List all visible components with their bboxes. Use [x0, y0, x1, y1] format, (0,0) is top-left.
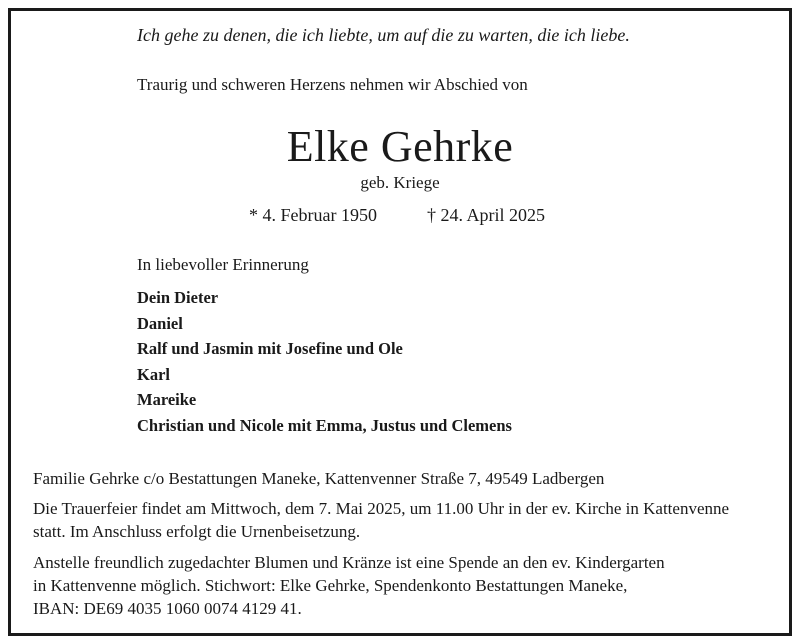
funeral-line: statt. Im Anschluss erfolgt die Urnenbeisetzung. — [33, 522, 361, 541]
mourner-item: Mareike — [137, 390, 197, 410]
funeral-line: Die Trauerfeier findet am Mittwoch, dem 7. Mai 2025, um 11.00 Uhr in der ev. Kirche in Kattenvenne — [33, 499, 730, 518]
mourner-item: Dein Dieter — [137, 288, 219, 307]
donation-line: Anstelle freundlich zugedachter Blumen und Kränze ist eine Spende an den ev. Kindergarten — [33, 553, 665, 572]
death-date: † 24. April 2025 — [427, 205, 546, 225]
mourner-list — [137, 285, 512, 439]
mourner-item: Ralf und Jasmin mit Josefine und Ole — [137, 339, 403, 359]
mourner-item: Christian und Nicole mit Emma, Justus und Clemens — [137, 415, 512, 435]
motto-quote: Ich gehe zu denen, die ich liebte, um auf die zu warten, die ich liebe. — [137, 25, 630, 45]
family-address — [33, 467, 773, 490]
intro-line: Traurig und schweren Herzens nehmen wir Abschied von — [137, 75, 528, 94]
mourner-item: Karl — [137, 364, 170, 384]
donation-line: in Kattenvenne möglich. Stichwort: Elke Gehrke, Spendenkonto Bestattungen Maneke, — [33, 576, 628, 595]
deceased-name: Elke Gehrke — [286, 122, 514, 171]
donation-line: IBAN: DE69 4035 1060 0074 4129 41. — [33, 599, 302, 618]
obituary-notice — [8, 8, 792, 636]
funeral-info — [33, 497, 773, 543]
birth-date: * 4. Februar 1950 — [249, 205, 377, 225]
memory-line: In liebevoller Erinnerung — [137, 255, 309, 274]
address-line: Familie Gehrke c/o Bestattungen Maneke, Kattenvenner Straße 7, 49549 Ladbergen — [33, 469, 605, 488]
donation-info — [33, 551, 773, 620]
mourner-item: Daniel — [137, 313, 183, 333]
maiden-name: geb. Kriege — [360, 173, 440, 192]
